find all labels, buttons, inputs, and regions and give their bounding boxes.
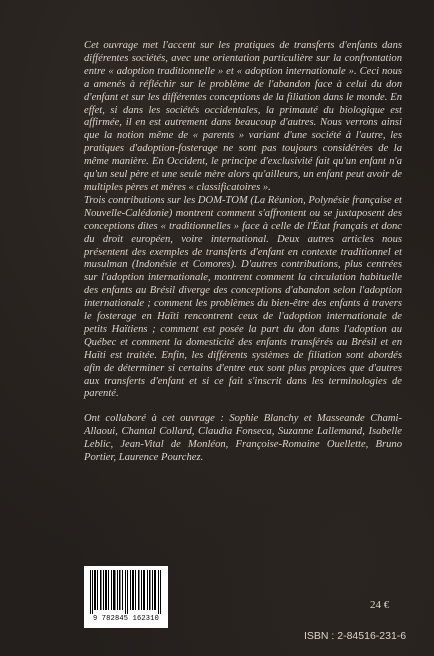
contributors-paragraph: Ont collaboré à cet ouvrage : Sophie Blanchy et Masseande Chami-Allaoui, Chantal Collard, Claudia Fonseca, Suzanne Lallemand, Isabelle Leblic, Jean-Vital de Monléon, Françoise-Romaine Ouellette, Bruno Portier, Laurence Pourchez.	[84, 413, 402, 464]
back-cover-text	[84, 40, 402, 465]
barcode-digits: 9 782845 162310	[92, 615, 159, 623]
isbn-label: ISBN : 2-84516-231-6	[304, 630, 407, 642]
barcode	[84, 566, 168, 628]
summary-paragraph-1: Cet ouvrage met l'accent sur les pratiques de transferts d'enfants dans différentes sociétés, avec une orientation particulière sur la confrontation entre « adoption traditionnelle » et « adoption internationale ». Ceci nous a amenés à réfléchir sur le problème de l'abandon face à celui du don d'enfant et sur les différentes conceptions de la filiation dans le monde. En effet, si dans les sociétés occidentales, la primauté du biologique est affirmée, il en est autrement dans beaucoup d'autres. Nous verrons ainsi que la notion même de « parents » variant d'une société à l'autre, les pratiques d'adoption-fosterage ne sont pas toujours considérées de la même manière. En Occident, le principe d'exclusivité fait qu'un enfant n'a qu'un seul père et une seule mère alors qu'ailleurs, un enfant peut avoir de multiples pères et mères « classificatoires ».	[84, 40, 402, 193]
barcode-bars-icon	[90, 570, 162, 614]
summary-paragraph-2: Trois contributions sur les DOM-TOM (La Réunion, Polynésie française et Nouvelle-Calédonie) montrent comment s'affrontent ou se juxtaposent des conceptions dites « traditionnelles » face à celle de l'État français et donc du droit européen, voire international. Deux autres articles nous présentent des exemples de transferts d'enfant en contexte traditionnel et musulman (Indonésie et Comores). D'autres contributions, plus centrées sur l'adoption internationale, montrent comment la circulation habituelle des enfants au Brésil diverge des conceptions d'abandon selon l'adoption internationale ; comment les problèmes du bien-être des enfants à travers le fosterage en Haïti rencontrent ceux de l'adoption internationale de petits Haïtiens ; comment est posée la part du don dans l'adoption au Québec et comment la domesticité des enfants transférés au Brésil et en Haïti est traitée. Enfin, les différents systèmes de filiation sont abordés afin de déterminer si certains d'entre eux sont plus propices que d'autres aux transferts d'enfant et si ce fait s'inscrit dans les terminologies de parenté.	[84, 194, 402, 400]
price-label: 24 €	[370, 599, 390, 611]
